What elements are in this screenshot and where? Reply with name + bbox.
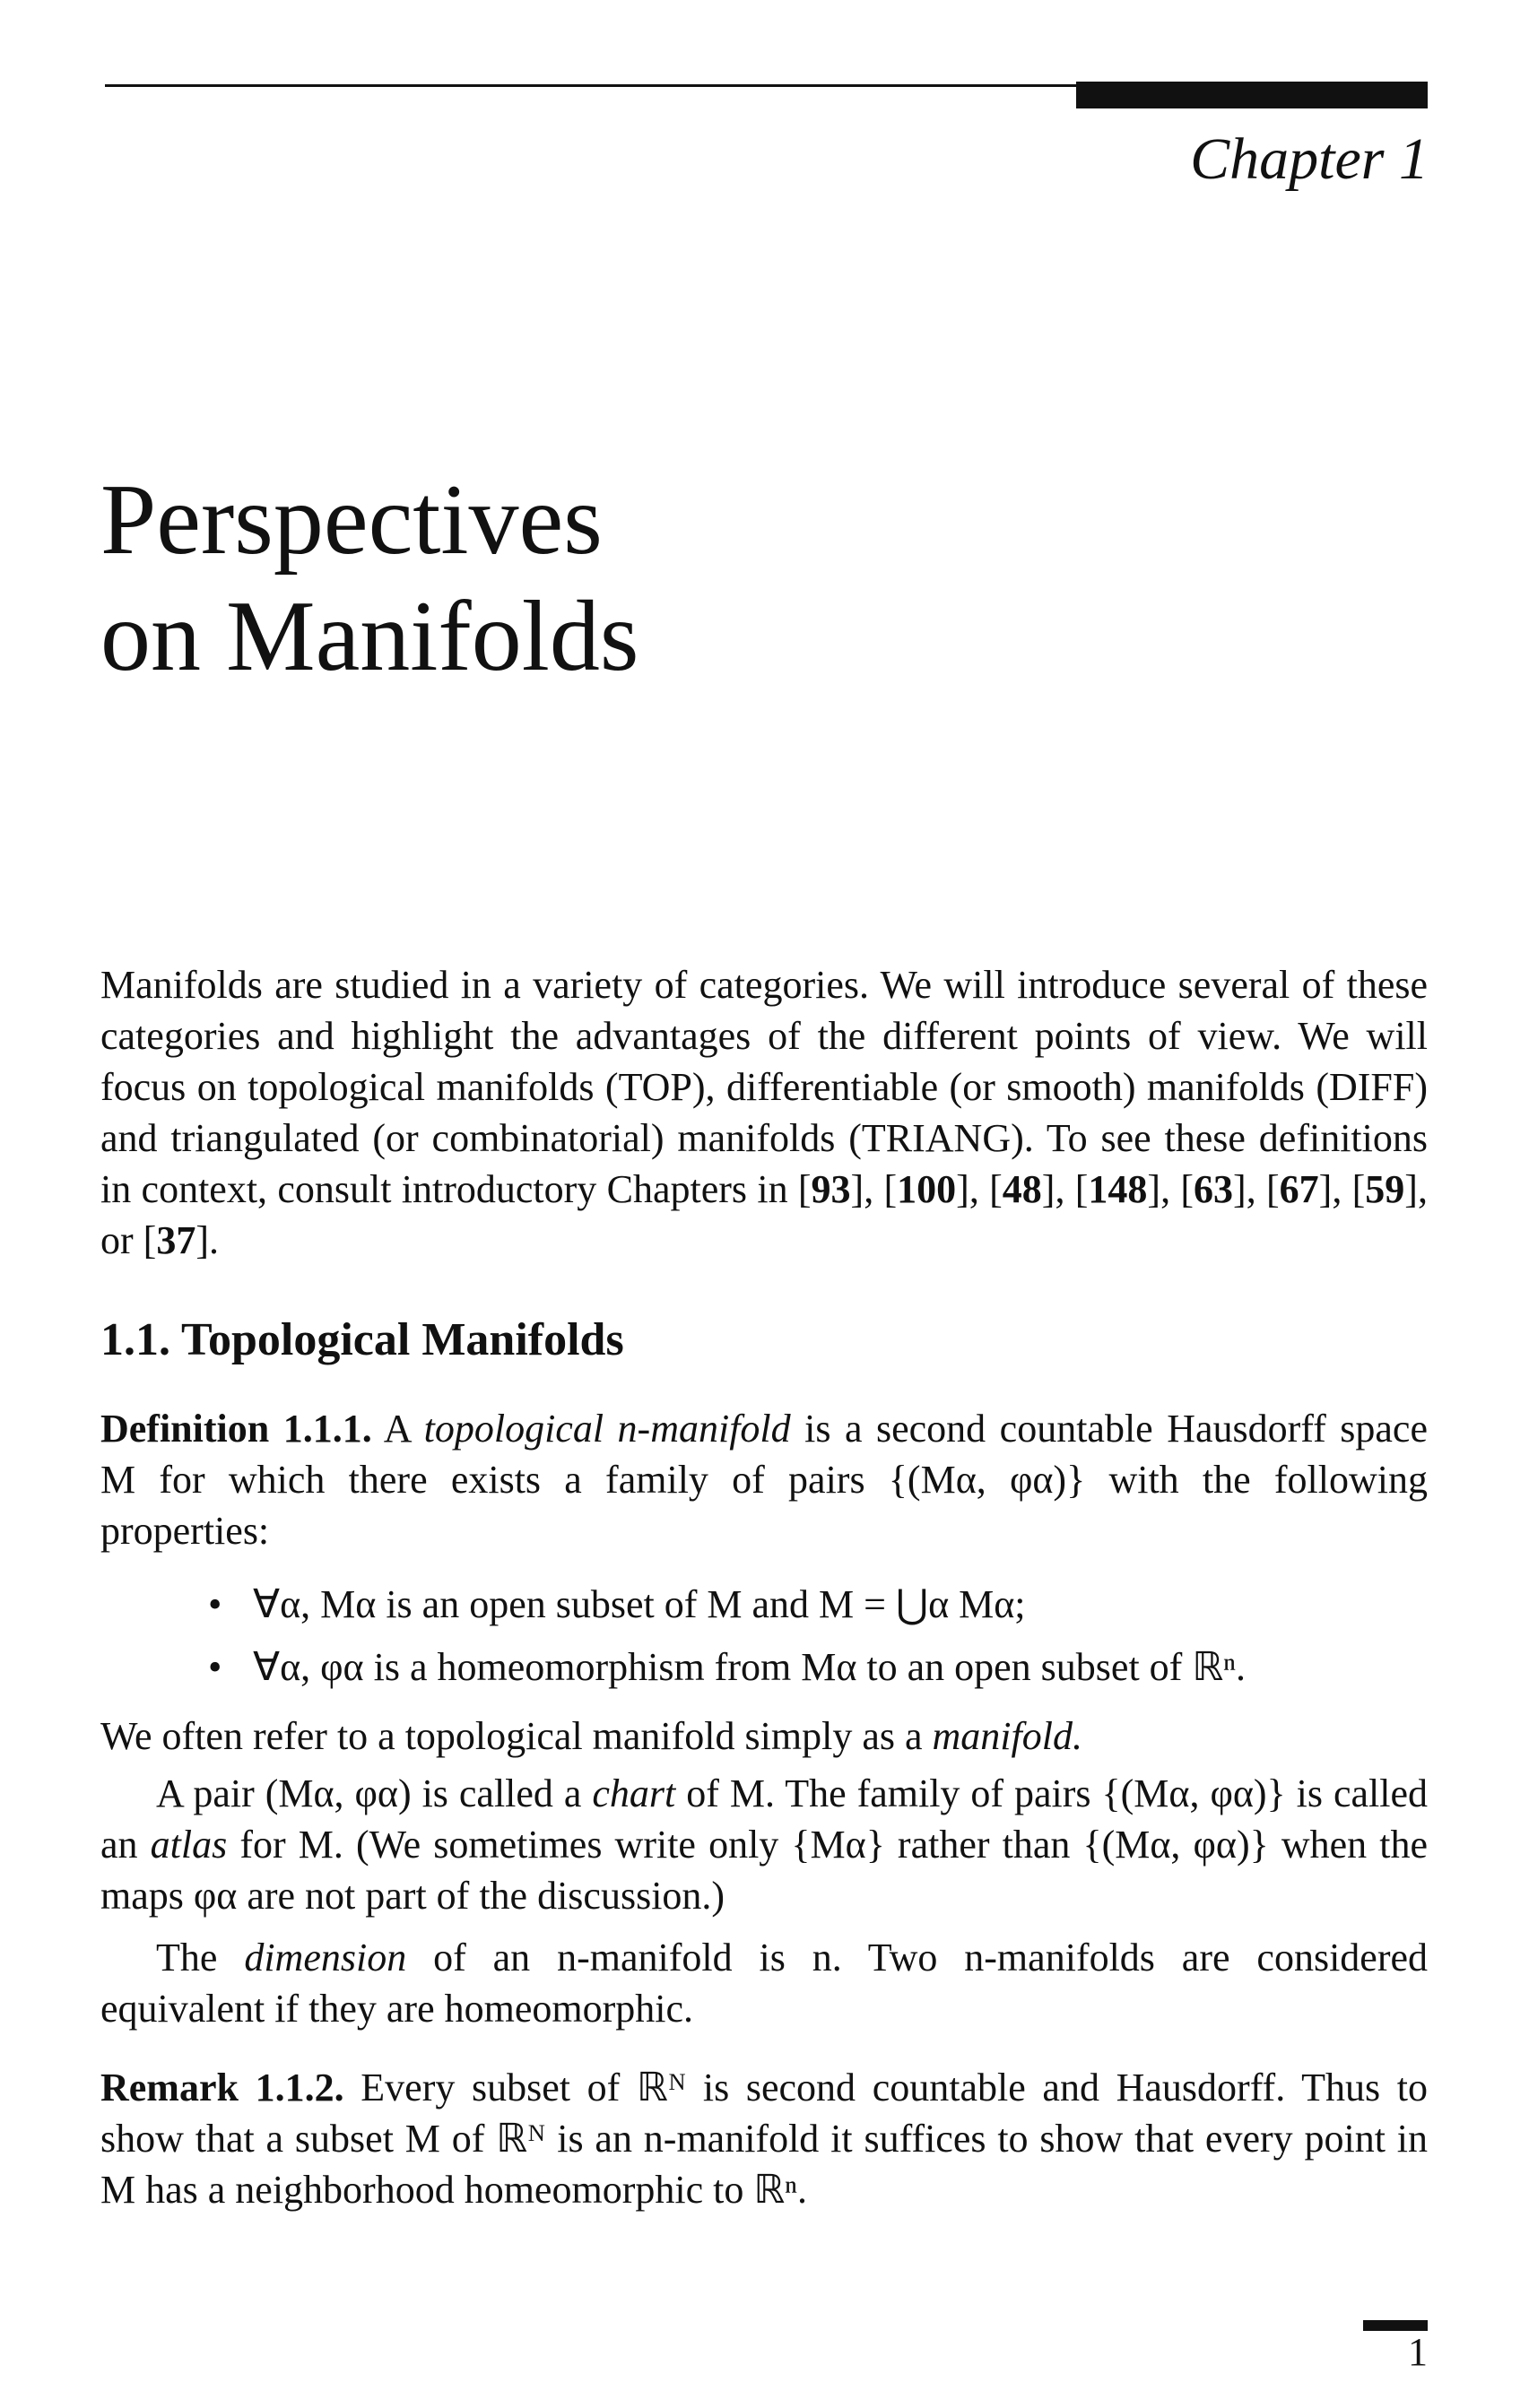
- definition-body: is a second countable Hausdorff space M for which there exists a family of pairs {(Mα, φα)} with the following properties:: [100, 1407, 1428, 1553]
- dimension-paragraph: The dimension of an n-manifold is n. Two n-manifolds are considered equivalent if they are homeomorphic.: [100, 1936, 1428, 2031]
- chapter-title-line2: on Manifolds: [100, 581, 639, 692]
- intro-text: Manifolds are studied in a variety of categories. We will introduce several of these categories and highlight the advantages of the different points of view. We will focus on topological manifolds (TOP), differentiable (or smooth) manifolds (DIFF) and triangulated (or combinatorial) manifolds (TRIANG). To see these definitions in context, consult introductory Chapters in: [100, 963, 1428, 1211]
- chart-paragraph: A pair (Mα, φα) is called a chart of M. The family of pairs {(Mα, φα)} is called an atlas for M. (We sometimes write only {Mα} rather than {(Mα, φα)} when the maps φα are not part of the discussion.): [100, 1771, 1428, 1918]
- manifold-paragraph: We often refer to a topological manifold simply as a manifold.: [100, 1714, 1082, 1758]
- bullet-icon: •: [208, 1582, 222, 1626]
- list-item: • ∀α, φα is a homeomorphism from Mα to an open subset of ℝⁿ.: [208, 1636, 1246, 1699]
- citation: 67: [1279, 1167, 1319, 1211]
- definition-term: topological n-manifold: [423, 1407, 791, 1451]
- chart-term: chart: [592, 1771, 676, 1815]
- header-rule-bar: [1076, 82, 1428, 108]
- citation: 59: [1365, 1167, 1405, 1211]
- citation: 100: [897, 1167, 957, 1211]
- definition-paragraph: [100, 1403, 1428, 1556]
- chapter-title-line1: Perspectives: [100, 464, 603, 576]
- definition-label: Definition 1.1.1.: [100, 1407, 372, 1451]
- atlas-term: atlas: [150, 1823, 228, 1867]
- page-number: 1: [1408, 2330, 1428, 2374]
- definition-pre: A: [383, 1407, 424, 1451]
- citation: 48: [1002, 1167, 1042, 1211]
- remark-text: Every subset of ℝᴺ is second countable and Hausdorff. Thus to show that a subset M of ℝᴺ is an n-manifold it suffices to show that every point in M has a neighborhood homeomorphic to ℝⁿ.: [100, 2066, 1428, 2212]
- manifold-term: manifold.: [932, 1714, 1082, 1758]
- chapter-label: Chapter 1: [1190, 126, 1429, 192]
- bullet-icon: •: [208, 1645, 222, 1689]
- remark-paragraph: [100, 2062, 1428, 2215]
- dimension-term: dimension: [244, 1936, 407, 1979]
- intro-paragraph: Manifolds are studied in a variety of categories. We will introduce several of these categories and highlight the advantages of the different points of view. We will focus on topological manifolds (TOP), differentiable (or smooth) manifolds (DIFF) and triangulated (or combinatorial) manifolds (TRIANG). To see these definitions in context, consult introductory Chapters in [93], [100], [48], [148], [63], [67], [59], or [37].: [100, 963, 1428, 1262]
- remark-label: Remark 1.1.2.: [100, 2066, 344, 2109]
- citation: 93: [811, 1167, 851, 1211]
- citation: 37: [156, 1218, 196, 1262]
- citation: 148: [1088, 1167, 1148, 1211]
- citation: 63: [1194, 1167, 1234, 1211]
- or-word: or: [100, 1218, 134, 1262]
- chapter-title: [100, 462, 639, 695]
- property-list: [208, 1573, 1246, 1699]
- section-heading: 1.1. Topological Manifolds: [100, 1314, 624, 1365]
- header-rule: [105, 84, 1082, 87]
- list-item: • ∀α, Mα is an open subset of M and M = ⋃α Mα;: [208, 1573, 1246, 1636]
